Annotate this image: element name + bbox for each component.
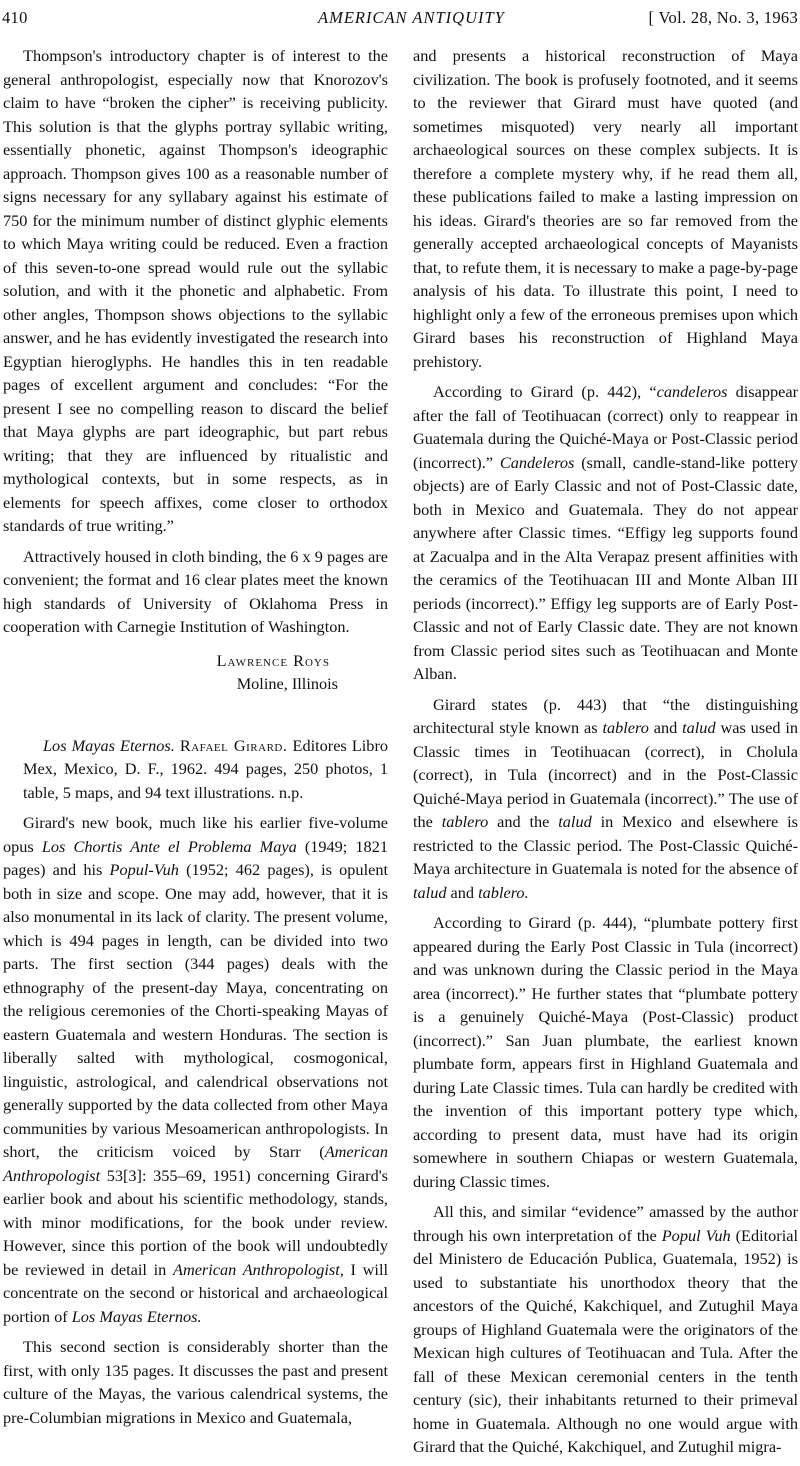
journal-title: AMERICAN ANTIQUITY	[318, 8, 505, 27]
italic-text: tablero	[602, 718, 649, 737]
page-number: 410	[2, 8, 28, 27]
left-column	[3, 44, 388, 1436]
text: disappear after the fall of Teotihuacan (correct) only to reappear in Guatemala during the Quiché-Maya or Post-Classic period (incorrect).”	[413, 382, 799, 472]
text: (small, candle-stand-like pottery objects) are of Early Classic and not of Post-Classic date, both in Mexico and Guatemala. They do not appear anywhere after Classic times. “Effigy leg supports found at Zacualpa and in the Alta Verapaz present affinities with the ceramics of the Teotihuacan III and Monte Alban III periods (incorrect).” Effigy leg supports are of Early Post-Classic and not of Early Classic date. They are not known from Classic period sites such as Teotihuacan and Monte Alban.	[413, 452, 799, 683]
paragraph: According to Girard (p. 444), “plumbate pottery first appeared during the Early Post Classic in Tula (incorrect) and was unknown during the Classic period in the Maya area (incorrect).” He further states that “plumbate pottery is a genuinely Quiché-Maya (Post-Classic) product (incorrect).” San Juan plumbate, the earliest known plumbate form, appears first in Highland Guatemala and during Late Classic times. Tula can hardly be credited with the invention of this important pottery type which, according to present data, must have had its origin somewhere in southern Chiapas or western Guatemala, during Classic times.	[413, 913, 798, 1191]
text: and	[446, 882, 479, 902]
text: (1949; 1821 pages) and his	[3, 836, 388, 879]
text: in Mexico and elsewhere is restricted to the Classic period. The Post-Classic Quiché-Maya architecture in Guatemala is noted for the absence of	[413, 812, 799, 878]
book-citation	[3, 734, 388, 805]
reviewer-name: Lawrence Roys	[216, 650, 330, 670]
paragraph	[413, 693, 798, 905]
text: According to Girard (p. 442), “	[433, 382, 657, 401]
italic-text: Popul Vuh	[661, 1225, 731, 1245]
italic-text: Candeleros	[499, 452, 575, 472]
italic-text: talud	[682, 718, 716, 737]
reviewer-signature	[3, 649, 388, 696]
paragraph	[413, 1200, 798, 1459]
text: All this, and similar “evidence” amassed by the author through his own interpretation of the	[413, 1202, 798, 1245]
text: 53[3]: 355–69, 1951) concerning Girard's earlier book and about his scientific methodology, stands, with minor modifications, for the book under review. However, since this portion of the book will undoubtedly be reviewed in detail in	[3, 1165, 388, 1279]
italic-text: candeleros	[656, 382, 728, 401]
text: Girard's new book, much like his earlier five-volume opus	[3, 813, 388, 856]
text: and the	[488, 812, 559, 831]
italic-text: Los Mayas Eternos.	[71, 1306, 202, 1326]
text: (Editorial del Ministero de Educación Publica, Guatemala, 1952) is used to substantiate his unorthodox theory that the ancestors of the Quiché, Kakchiquel, and Zutughil Maya groups of Highland Guatemala were the originators of the Mexican high cultures of Teotihuacan and Tula. After the fall of these Mexican ceremonial centers in the tenth century (sic), their inhabitants returned to their primeval home in Guatemala. Although no one would argue with Girard that the Quiché, Kakchiquel, and Zutughil migra-	[413, 1225, 798, 1456]
italic-text: tablero.	[478, 882, 529, 902]
text: and	[648, 718, 683, 737]
volume-info: [ Vol. 28, No. 3, 1963	[648, 8, 798, 27]
text: I will concentrate on the second or historical and archaeological portion of	[3, 1259, 388, 1326]
book-title: Los Mayas Eternos.	[43, 735, 175, 755]
italic-text: Los Chortis Ante el Problema Maya	[41, 836, 297, 856]
running-header	[0, 4, 800, 34]
paragraph	[413, 380, 798, 686]
italic-text: tablero	[441, 812, 489, 831]
paragraph: Attractively housed in cloth binding, the 6 x 9 pages are convenient; the format and 16 clear plates meet the known high standards of University of Oklahoma Press in cooperation with Carnegie Institution of Washington.	[3, 546, 388, 636]
italic-text: American Anthropologist,	[173, 1259, 344, 1279]
paragraph: and presents a historical reconstruction of Maya civilization. The book is profusely footnoted, and it seems to the reviewer that Girard must have quoted (and sometimes misquoted) very nearly all important archaeological sources on these complex subjects. It is therefore a complete mystery why, if he read them all, these publications failed to make a lasting impression on his ideas. Girard's theories are so far removed from the generally accepted archaeological concepts of Mayanists that, to refute them, it is necessary to make a page-by-page analysis of his data. To illustrate this point, I need to highlight only a few of the erroneous premises upon which Girard bases his reconstruction of Highland Maya prehistory.	[413, 46, 798, 371]
italic-text: Popul-Vuh	[109, 860, 179, 879]
paragraph: This second section is considerably shorter than the first, with only 135 pages. It discusses the past and present culture of the Mayas, the various calendrical systems, the pre-Columbian migrations in Mexico and Guatemala,	[3, 1337, 388, 1427]
reviewer-location: Moline, Illinois	[236, 674, 338, 693]
right-column	[413, 44, 798, 1466]
paragraph: Thompson's introductory chapter is of interest to the general anthropologist, especially now that Knorozov's claim to have “broken the cipher” is receiving publicity. This solution is that the glyphs portray syllabic writing, essentially phonetic, against Thompson's ideographic approach. Thompson gives 100 as a reasonable number of signs necessary for any syllabary against his estimate of 750 for the minimum number of distinct glyphic elements to which Maya writing could be reduced. Even a fraction of this seven-to-one spread would rule out the syllabic solution, and with it the phonetic and alphabetic. From other angles, Thompson shows objections to the syllabic answer, and he has evidently investigated the research into Egyptian hieroglyphs. He handles this in ten readable pages of excellent argument and concludes: “For the present I see no compelling reason to discard the belief that Maya glyphs are part ideographic, but part rebus writing; that they are influenced by ritualistic and mythological contexts, but in some respects, as in elements for speech affixes, come closer to orthodox standards of true writing.”	[3, 46, 388, 535]
italic-text: talud	[413, 882, 447, 902]
book-author: Rafael Girard.	[179, 735, 288, 755]
paragraph	[3, 811, 388, 1328]
text: (1952; 462 pages), is opulent both in size and scope. One may add, however, that it is also monumental in its lack of clarity. The present volume, which is 494 pages in length, can be divided into two parts. The first section (344 pages) deals with the ethnography of the present-day Maya, concentrating on the religious ceremonies of the Chorti-speaking Mayas of eastern Guatemala and western Honduras. The section is liberally salted with mythological, cosmogonical, linguistic, astrological, and calendrical observations not generally supported by the data collected from other Maya communities by various Mesoamerican anthropologists. In short, the criticism voiced by Starr (	[3, 860, 388, 1161]
text: was used in Classic times in Teotihuacan (correct), in Cholula (correct), in Tula (incorrect) and in the Post-Classic Quiché-Maya period in Guatemala (incorrect).” The use of the	[413, 718, 799, 831]
text: Girard states (p. 443) that “the distinguishing architectural style known as	[413, 694, 798, 737]
book-details: Editores Libro Mex, Mexico, D. F., 1962. 494 pages, 250 photos, 1 table, 5 maps, and 94 text illustrations. n.p.	[23, 735, 389, 802]
italic-text: American Anthropologist	[3, 1142, 388, 1185]
italic-text: talud	[558, 812, 592, 831]
